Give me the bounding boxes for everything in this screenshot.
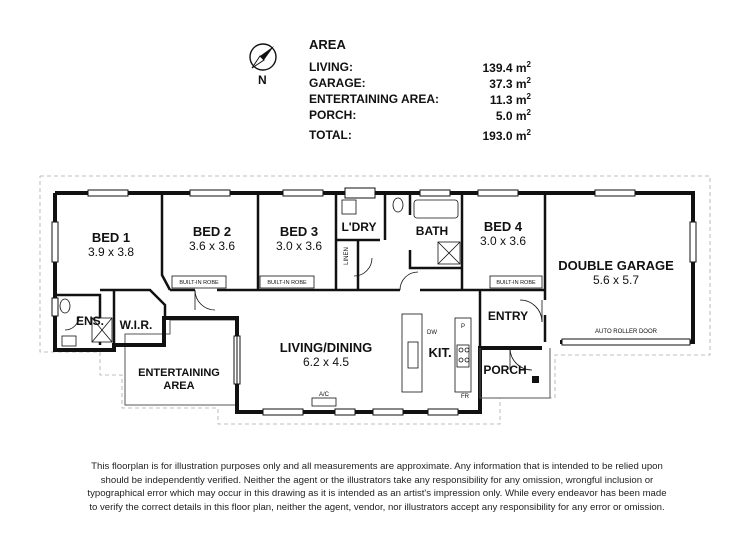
area-row-value: 139.4 $m^2$ [482,60,531,75]
fr-label: FR [461,394,469,400]
room-bed1-name: BED 1 [91,230,131,245]
bed3-robe-label: BUILT-IN ROBE [267,280,307,286]
room-wir-name: W.I.R. [119,318,153,332]
room-garage-dims: 5.6 x 5.7 [592,273,640,287]
porch-post [532,376,539,383]
room-ens-name: ENS. [75,314,105,328]
room-bath-name: BATH [415,224,449,238]
area-row-value: 5.0 $m^2$ [495,108,531,123]
room-bed3-name: BED 3 [279,224,319,239]
room-bed1-dims: 3.9 x 3.8 [87,245,135,259]
linen-label: LINEN [344,247,350,265]
area-row-label: ENTERTAINING AREA: [309,92,439,106]
bed2-robe-label: BUILT-IN ROBE [179,280,219,286]
sliding-door [234,336,240,384]
bed4-robe-label: BUILT-IN ROBE [496,280,536,286]
room-porch-name: PORCH [483,363,527,377]
auto-roller-door [562,339,690,345]
area-row-label: PORCH: [309,108,357,122]
room-bed4-dims: 3.0 x 3.6 [479,234,527,248]
area-row-value: 11.3 $m^2$ [489,92,531,107]
room-garage-name: DOUBLE GARAGE [558,258,674,273]
area-row-label: GARAGE: [309,76,366,90]
roller-door-label: AUTO ROLLER DOOR [595,329,657,335]
room-entertaining-name: ENTERTAINING [138,367,220,379]
area-row-label: LIVING: [309,60,353,74]
entertaining-area-outline [125,320,236,405]
disclaimer-text: This floorplan is for illustration purposes only and all measurements are approximate. Any information that is intended to be relied upon should be independently verified. Neither the agent or the illustrators take any responsibility for any omission, wrongful inclusion or typographical error which may occur in this drawing as it is intended as an artist's impression only. While every endeavor has been made to verify the correct details in this floor plan, neither the agent, vendor, nor illustrators accept any responsibility for any error or omission. [87,461,667,513]
room-bed3-dims: 3.0 x 3.6 [275,239,323,253]
compass-label: N [258,73,267,87]
room-bed2-dims: 3.6 x 3.6 [188,239,236,253]
room-laundry-name: L'DRY [341,220,377,234]
room-bed4-name: BED 4 [483,219,523,234]
area-row-value: 193.0 $m^2$ [482,128,531,143]
ac-label: A/C [318,392,330,398]
area-row-label: TOTAL: [309,128,352,142]
area-row-value: 37.3 $m^2$ [489,76,531,91]
room-living-name: LIVING/DINING [279,340,373,355]
room-living-dims: 6.2 x 4.5 [302,355,350,369]
room-bed2-name: BED 2 [192,224,232,239]
dw-label: DW [427,330,437,336]
pantry-label: P [460,324,466,330]
room-kitchen-name: KIT. [428,345,452,360]
front-door-marker [345,188,375,198]
room-entertaining-name2: AREA [163,380,195,392]
site-boundary [40,176,710,424]
room-entry-name: ENTRY [487,309,529,323]
area-table-title: AREA [309,37,346,52]
